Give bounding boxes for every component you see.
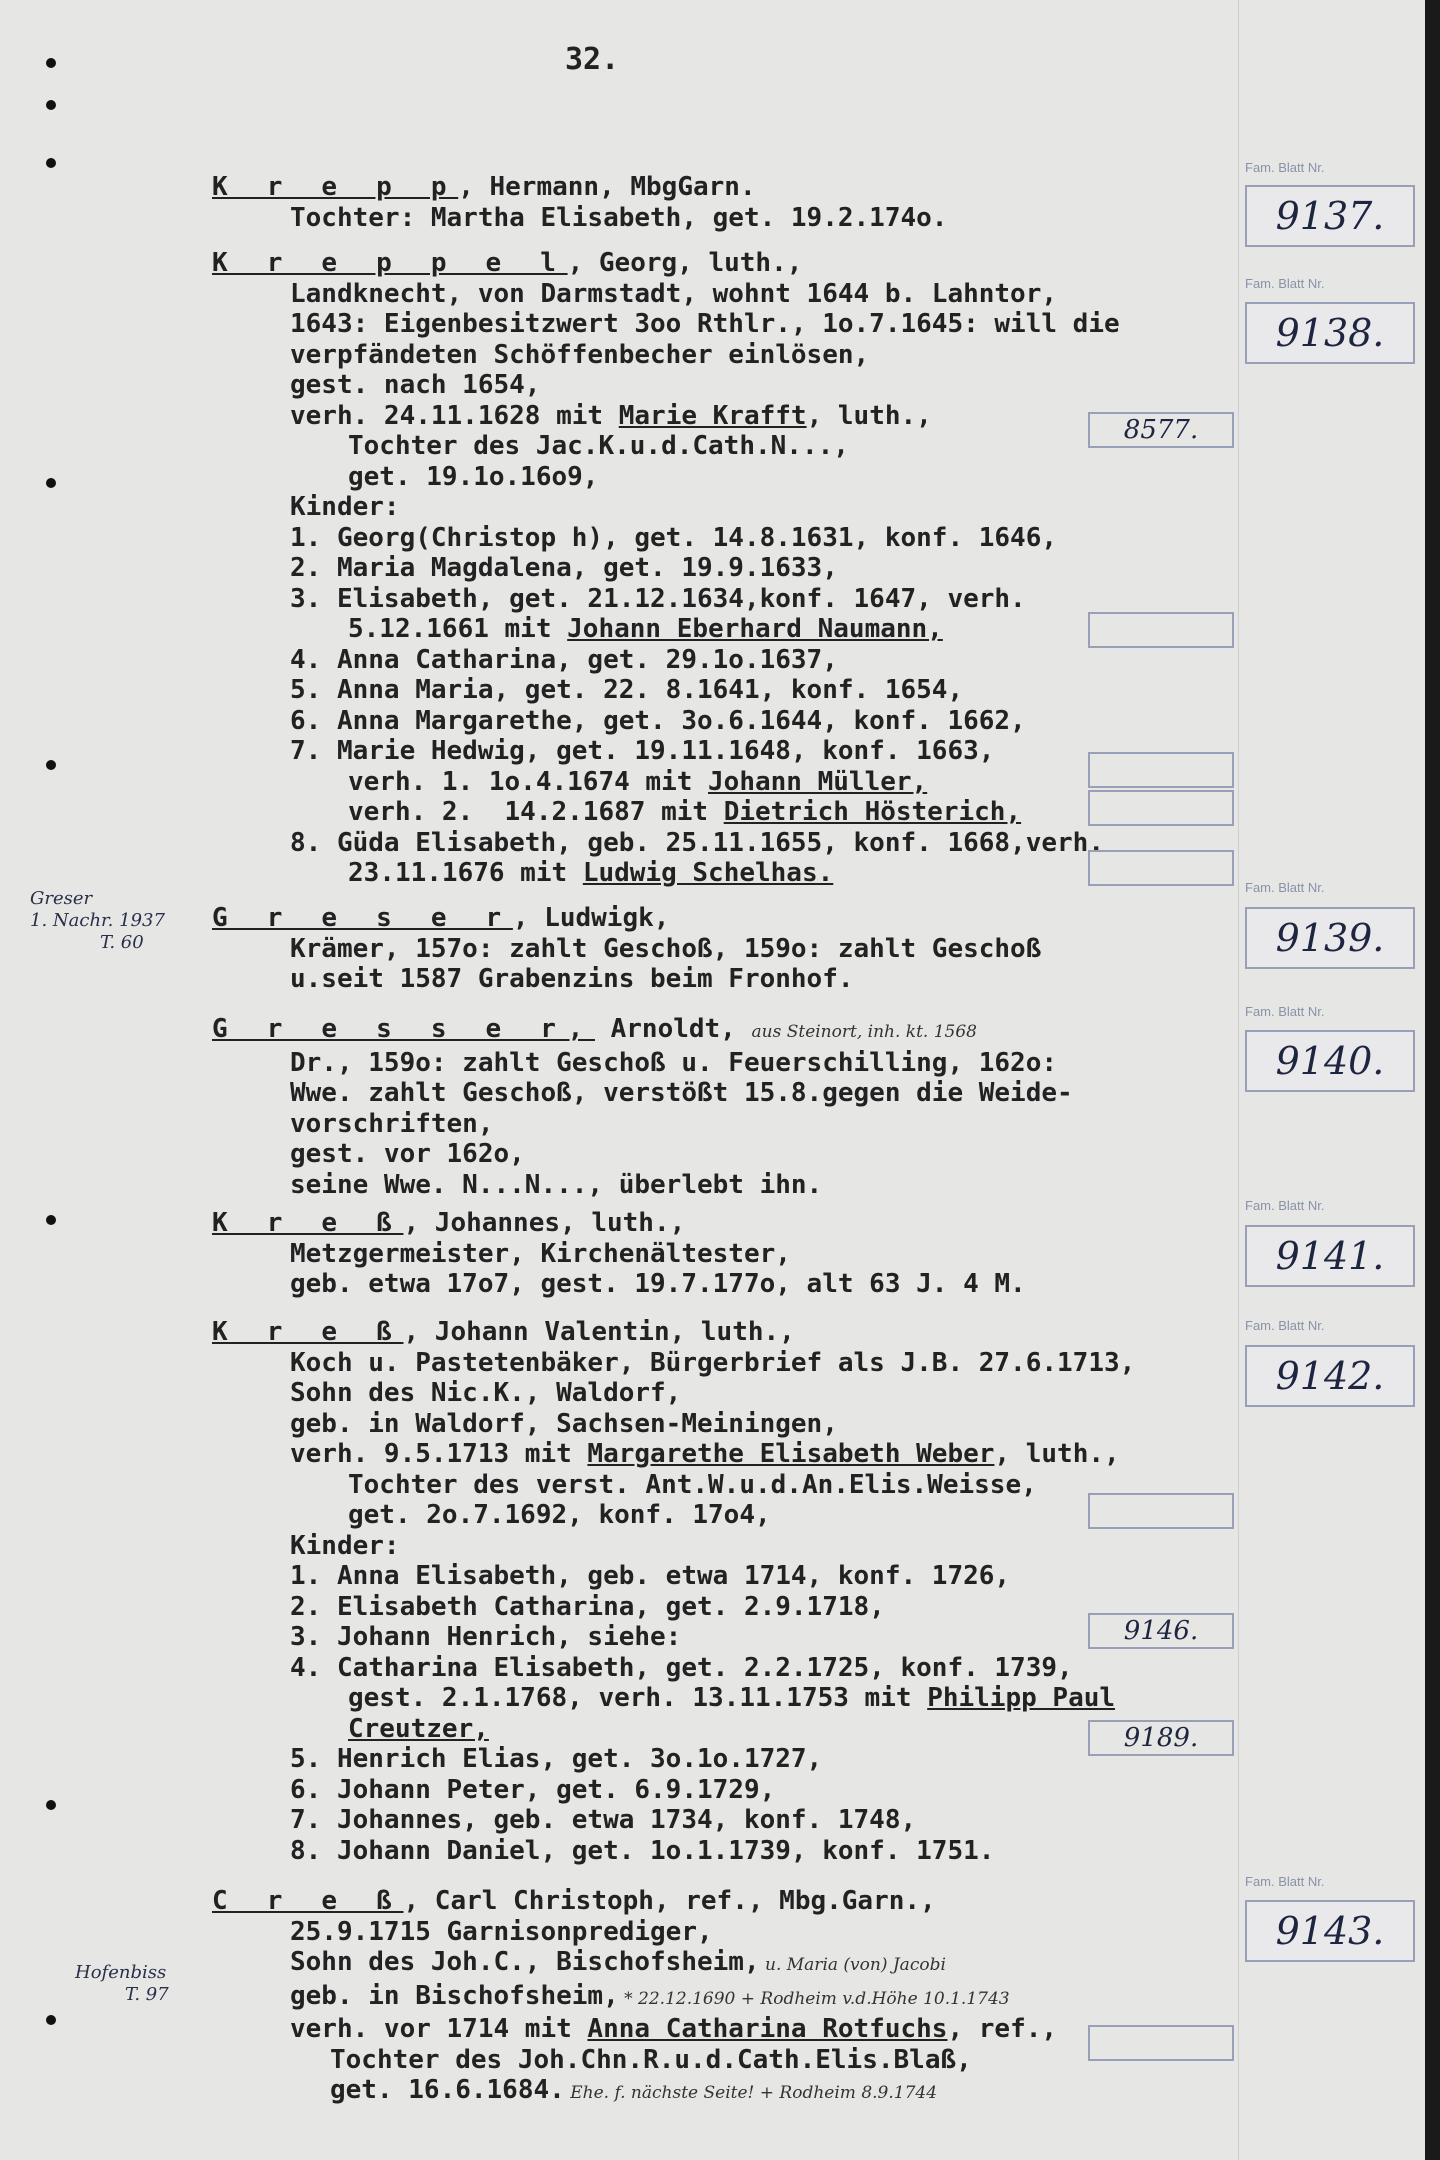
entry-line: Tochter des Joh.Chn.R.u.d.Cath.Elis.Blaß,	[330, 2044, 972, 2075]
handwritten-note: aus Steinort, inh. kt. 1568	[751, 1022, 977, 1042]
entry-line: gest. vor 162o,	[290, 1139, 525, 1169]
entry-line: gest. nach 1654,	[290, 370, 541, 400]
entry-line: u.seit 1587 Grabenzins beim Fronhof.	[290, 964, 854, 994]
entry-kress-valentin	[212, 1317, 1282, 1866]
child-line: 8. Johann Daniel, get. 1o.1.1739, konf. 1751.	[290, 1835, 995, 1866]
entry-line: Kinder:	[290, 492, 400, 522]
fam-blatt-label: Fam. Blatt Nr.	[1245, 880, 1325, 895]
entry-line: Tochter des verst. Ant.W.u.d.An.Elis.Weisse,	[348, 1469, 1037, 1500]
margin-note-line: 1. Nachr. 1937	[30, 910, 165, 931]
entry-line	[212, 1439, 1282, 1470]
entry-line: vorschriften,	[290, 1108, 494, 1139]
entry-head: , Carl Christoph, ref., Mbg.Garn.,	[403, 1886, 936, 1916]
surname: G r e s e r	[212, 903, 513, 933]
ref-box	[1088, 790, 1234, 826]
surname: K r e ß	[212, 1208, 404, 1238]
binding-hole	[46, 100, 56, 110]
binding-hole	[46, 1800, 56, 1810]
text: Sohn des Joh.C., Bischofsheim,	[290, 1947, 760, 1977]
spouse-name: Margarethe Elisabeth Weber	[587, 1439, 995, 1469]
fam-blatt-label: Fam. Blatt Nr.	[1245, 1874, 1325, 1889]
entry-line: Metzgermeister, Kirchenältester,	[290, 1238, 791, 1269]
text: , luth.,	[994, 1439, 1120, 1469]
child-line: 8. Güda Elisabeth, geb. 25.11.1655, konf. 1668,verh.	[290, 827, 1104, 858]
text: verh. vor 1714 mit	[290, 2014, 588, 2044]
entry-line: Krämer, 157o: zahlt Geschoß, 159o: zahlt Geschoß	[290, 933, 1042, 964]
spouse-name: Philipp Paul	[927, 1683, 1116, 1713]
entry-head: , Hermann, MbgGarn.	[458, 172, 756, 202]
handwritten-note: u. Maria (von) Jacobi	[759, 1955, 946, 1975]
child-line: 3. Elisabeth, get. 21.12.1634,konf. 1647, verh.	[290, 583, 1026, 614]
surname: C r e ß	[212, 1886, 404, 1916]
handwritten-note: * 22.12.1690 + Rodheim v.d.Höhe 10.1.1743	[618, 1988, 1010, 2009]
fam-blatt-label: Fam. Blatt Nr.	[1245, 1318, 1325, 1333]
child-line: 7. Marie Hedwig, get. 19.11.1648, konf. 1663,	[290, 736, 995, 766]
spouse-name: Johann Müller,	[708, 766, 928, 797]
entry-head: , Georg, luth.,	[567, 248, 803, 278]
entry-krepp	[212, 172, 1282, 233]
handwritten-note: Ehe. f. nächste Seite! + Rodheim 8.9.1744	[564, 2083, 938, 2103]
entry-head: , Johann Valentin, luth.,	[403, 1317, 795, 1347]
ref-box	[1088, 2025, 1234, 2061]
child-line: 5. Henrich Elias, get. 3o.1o.1727,	[290, 1744, 823, 1774]
fam-blatt-label: Fam. Blatt Nr.	[1245, 276, 1325, 291]
fam-blatt-label: Fam. Blatt Nr.	[1245, 160, 1325, 175]
entry-head: , Ludwigk,	[512, 903, 670, 933]
text: , luth.,	[806, 400, 932, 431]
entry-line: Tochter des Jac.K.u.d.Cath.N...,	[348, 431, 849, 461]
spouse-name: Johann Eberhard Naumann,	[567, 614, 943, 644]
entry-line: Sohn des Nic.K., Waldorf,	[290, 1378, 682, 1408]
ref-box: 9146.	[1088, 1613, 1234, 1649]
surname: K r e ß	[212, 1317, 404, 1347]
child-line: 2. Maria Magdalena, get. 19.9.1633,	[290, 553, 838, 583]
fam-blatt-label: Fam. Blatt Nr.	[1245, 1198, 1325, 1213]
surname: K r e p p	[212, 172, 459, 202]
fam-blatt-number: 9140.	[1245, 1030, 1415, 1092]
text: 23.11.1676 mit	[348, 858, 583, 888]
text: verh. 2. 14.2.1687 mit	[348, 797, 724, 827]
entry-line	[212, 2075, 1282, 2109]
fam-blatt-number: 9141.	[1245, 1225, 1415, 1287]
child-line: 4. Catharina Elisabeth, get. 2.2.1725, konf. 1739,	[290, 1652, 1073, 1683]
margin-note-line: Greser	[30, 888, 93, 909]
entry-line: Tochter: Martha Elisabeth, get. 19.2.174o.	[290, 202, 948, 233]
child-line: 6. Johann Peter, get. 6.9.1729,	[290, 1774, 776, 1805]
entry-head: , Johannes, luth.,	[403, 1208, 686, 1238]
text: get. 16.6.1684.	[330, 2075, 565, 2105]
child-line	[212, 1683, 1282, 1714]
child-line: 3. Johann Henrich, siehe:	[290, 1622, 682, 1652]
ref-box: 9189.	[1088, 1720, 1234, 1756]
margin-note	[75, 1962, 169, 2006]
entry-cress	[212, 1886, 1282, 2109]
entry-kress-johannes	[212, 1208, 1282, 1300]
child-line: 6. Anna Margarethe, get. 3o.6.1644, konf. 1662,	[290, 705, 1026, 736]
spouse-name: Ludwig Schelhas.	[582, 858, 834, 888]
text: , ref.,	[947, 2014, 1058, 2044]
entry-line: get. 19.1o.16o9,	[348, 461, 599, 492]
binding-hole	[46, 478, 56, 488]
text: verh. 24.11.1628 mit	[290, 400, 619, 431]
ref-box	[1088, 612, 1234, 648]
page-number: 32.	[565, 42, 620, 77]
entry-line: Kinder:	[290, 1530, 400, 1561]
surname: K r e p p e l	[212, 248, 568, 278]
binding-hole	[46, 760, 56, 770]
entry-line: seine Wwe. N...N..., überlebt ihn.	[290, 1169, 823, 1200]
fam-blatt-number: 9143.	[1245, 1900, 1415, 1962]
entry-line	[212, 1947, 1282, 1981]
fam-blatt-number: 9139.	[1245, 907, 1415, 969]
margin-note	[30, 888, 165, 954]
text: verh. 9.5.1713 mit	[290, 1439, 588, 1469]
margin-note-line: Hofenbiss	[75, 1962, 167, 1983]
child-line: 5. Anna Maria, get. 22. 8.1641, konf. 1654,	[290, 675, 964, 705]
text: verh. 1. 1o.4.1674 mit	[348, 766, 709, 797]
binding-hole	[46, 2015, 56, 2025]
child-line: 2. Elisabeth Catharina, get. 2.9.1718,	[290, 1591, 885, 1622]
entry-line: 1643: Eigenbesitzwert 3oo Rthlr., 1o.7.1645: will die	[290, 309, 1120, 339]
margin-note-line: T. 60	[100, 932, 144, 953]
margin-note-line: T. 97	[125, 1984, 169, 2005]
spouse-name: Creutzer,	[348, 1713, 489, 1744]
entry-line: Wwe. zahlt Geschoß, verstößt 15.8.gegen die Weide-	[290, 1078, 1073, 1108]
binding-hole	[46, 1215, 56, 1225]
binding-hole	[46, 58, 56, 68]
entry-line: Landknecht, von Darmstadt, wohnt 1644 b. Lahntor,	[290, 278, 1058, 309]
entry-line: get. 2o.7.1692, konf. 17o4,	[348, 1500, 771, 1530]
entry-line: Dr., 159o: zahlt Geschoß u. Feuerschilling, 162o:	[290, 1047, 1058, 1078]
fam-blatt-number: 9137.	[1245, 185, 1415, 247]
entry-line: geb. etwa 17o7, gest. 19.7.177o, alt 63 J. 4 M.	[290, 1269, 1026, 1299]
child-line: 7. Johannes, geb. etwa 1734, konf. 1748,	[290, 1805, 917, 1835]
entry-gresser	[212, 1014, 1282, 1200]
fam-blatt-number: 9142.	[1245, 1345, 1415, 1407]
spouse-name: Dietrich Hösterich,	[723, 797, 1022, 827]
ref-box	[1088, 1493, 1234, 1529]
fam-blatt-label: Fam. Blatt Nr.	[1245, 1004, 1325, 1019]
child-line: 1. Georg(Christop h), get. 14.8.1631, konf. 1646,	[290, 522, 1058, 553]
entry-line: verpfändeten Schöffenbecher einlösen,	[290, 339, 870, 370]
entry-line: 25.9.1715 Garnisonprediger,	[290, 1916, 713, 1947]
spouse-name: Marie Krafft	[618, 400, 807, 431]
text: geb. in Bischofsheim,	[290, 1980, 619, 2011]
child-line: 1. Anna Elisabeth, geb. etwa 1714, konf. 1726,	[290, 1561, 1011, 1591]
surname: G r e s s e r,	[212, 1014, 595, 1044]
entry-greser	[212, 903, 1282, 995]
child-line: 4. Anna Catharina, get. 29.1o.1637,	[290, 644, 838, 675]
fam-blatt-number: 9138.	[1245, 302, 1415, 364]
ref-box	[1088, 850, 1234, 886]
text: gest. 2.1.1768, verh. 13.11.1753 mit	[348, 1683, 928, 1713]
spouse-name: Anna Catharina Rotfuchs	[587, 2014, 948, 2044]
entry-line	[212, 1981, 1282, 2015]
ref-box: 8577.	[1088, 412, 1234, 448]
ref-box	[1088, 752, 1234, 788]
entry-head: Arnoldt,	[594, 1014, 752, 1044]
entry-line: geb. in Waldorf, Sachsen-Meiningen,	[290, 1408, 838, 1439]
binding-hole	[46, 158, 56, 168]
text: 5.12.1661 mit	[348, 614, 568, 644]
entry-line: Koch u. Pastetenbäker, Bürgerbrief als J.B. 27.6.1713,	[290, 1347, 1136, 1378]
